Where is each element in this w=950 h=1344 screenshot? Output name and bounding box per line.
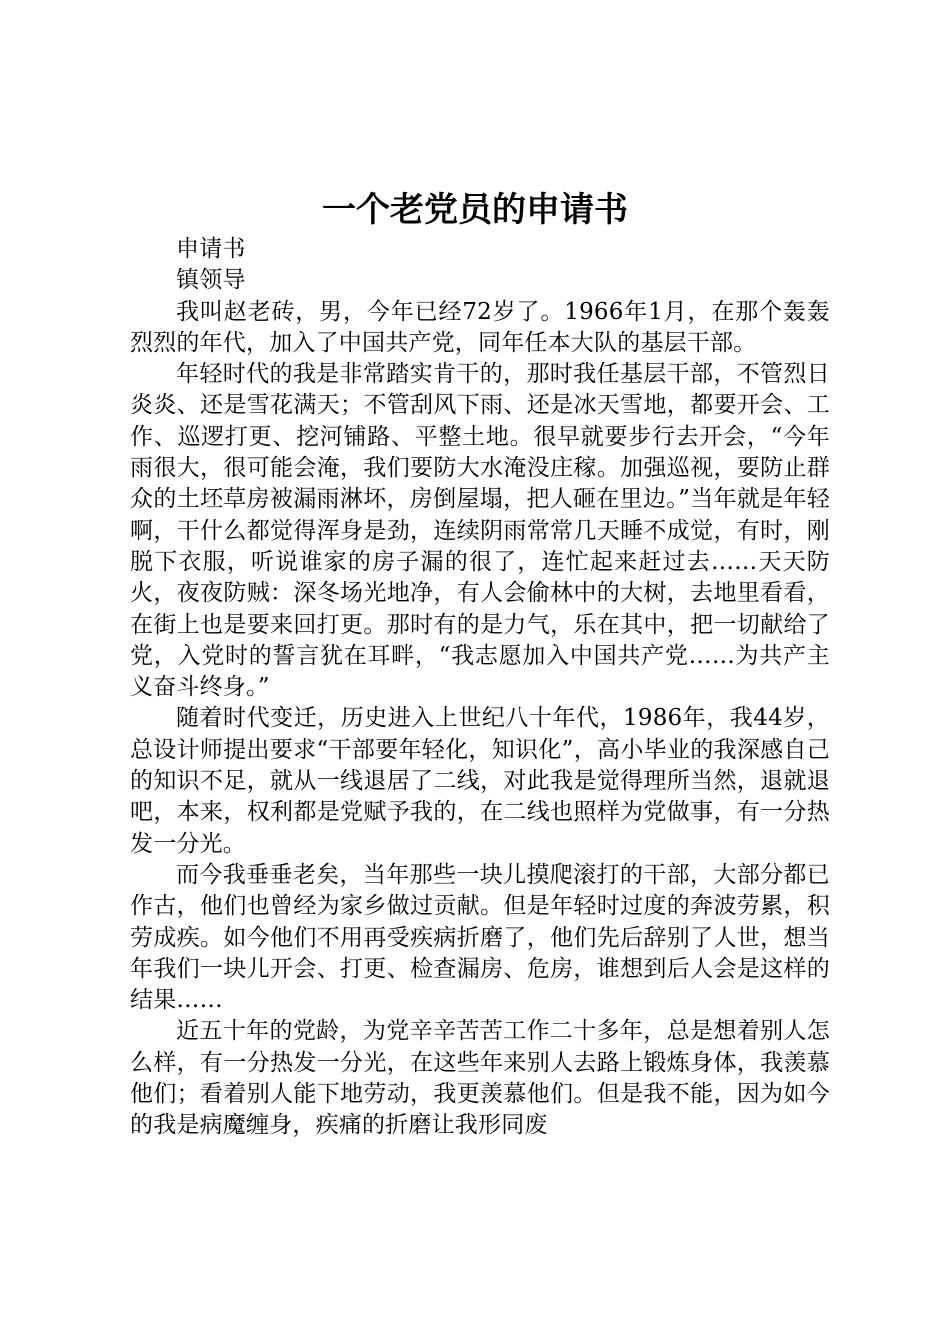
paragraph: 随着时代变迁，历史进入上世纪八十年代，1986年，我44岁，总设计师提出要求“干部要年轻化，知识化”，高小毕业的我深感自己的知识不足，就从一线退居了二线，对此我是觉得理所当然，退就退吧，本来，权利都是党赋予我的，在二线也照样为党做事，有一分热发一分光。 <box>130 705 830 857</box>
paragraph: 近五十年的党龄，为党辛辛苦苦工作二十多年，总是想着别人怎么样，有一分热发一分光，在这些年来别人去路上锻炼身体，我羡慕他们；看着别人能下地劳动，我更羡慕他们。但是我不能，因为如今的我是病魔缠身，疾痛的折磨让我形同废 <box>130 1018 830 1139</box>
paragraph-salutation: 镇领导 <box>176 267 246 294</box>
paragraph-heading: 申请书 <box>176 236 246 262</box>
document-body <box>130 234 830 1142</box>
document-title: 一个老党员的申请书 <box>322 190 628 230</box>
paragraph: 而今我垂垂老矣，当年那些一块儿摸爬滚打的干部，大部分都已作古，他们也曾经为家乡做过贡献。但是年轻时过度的奔波劳累，积劳成疾。如今他们不用再受疾病折磨了，他们先后辞别了人世，想当年我们一块儿开会、打更、检查漏房、危房，谁想到后人会是这样的结果…… <box>130 861 830 1014</box>
paragraph: 我叫赵老砖，男，今年已经72岁了。1966年1月，在那个轰轰烈烈的年代，加入了中国共产党，同年任本大队的基层干部。 <box>130 298 830 356</box>
paragraph: 年轻时代的我是非常踏实肯干的，那时我任基层干部，不管烈日炎炎、还是雪花满天；不管刮风下雨、还是冰天雪地，都要开会、工作、巡逻打更、挖河铺路、平整土地。很早就要步行去开会，“今年雨很大，很可能会淹，我们要防大水淹没庄稼。加强巡视，要防止群众的土坯草房被漏雨淋坏，房倒屋塌，把人砸在里边。”当年就是年轻啊，干什么都觉得浑身是劲，连续阴雨常常几天睡不成觉，有时，刚脱下衣服，听说谁家的房子漏的很了，连忙起来赶过去……天天防火，夜夜防贼：深冬场光地净，有人会偷林中的大树，去地里看看，在街上也是要来回打更。那时有的是力气，乐在其中，把一切献给了党，入党时的誓言犹在耳畔，“我志愿加入中国共产党……为共产主义奋斗终身。” <box>130 361 830 701</box>
